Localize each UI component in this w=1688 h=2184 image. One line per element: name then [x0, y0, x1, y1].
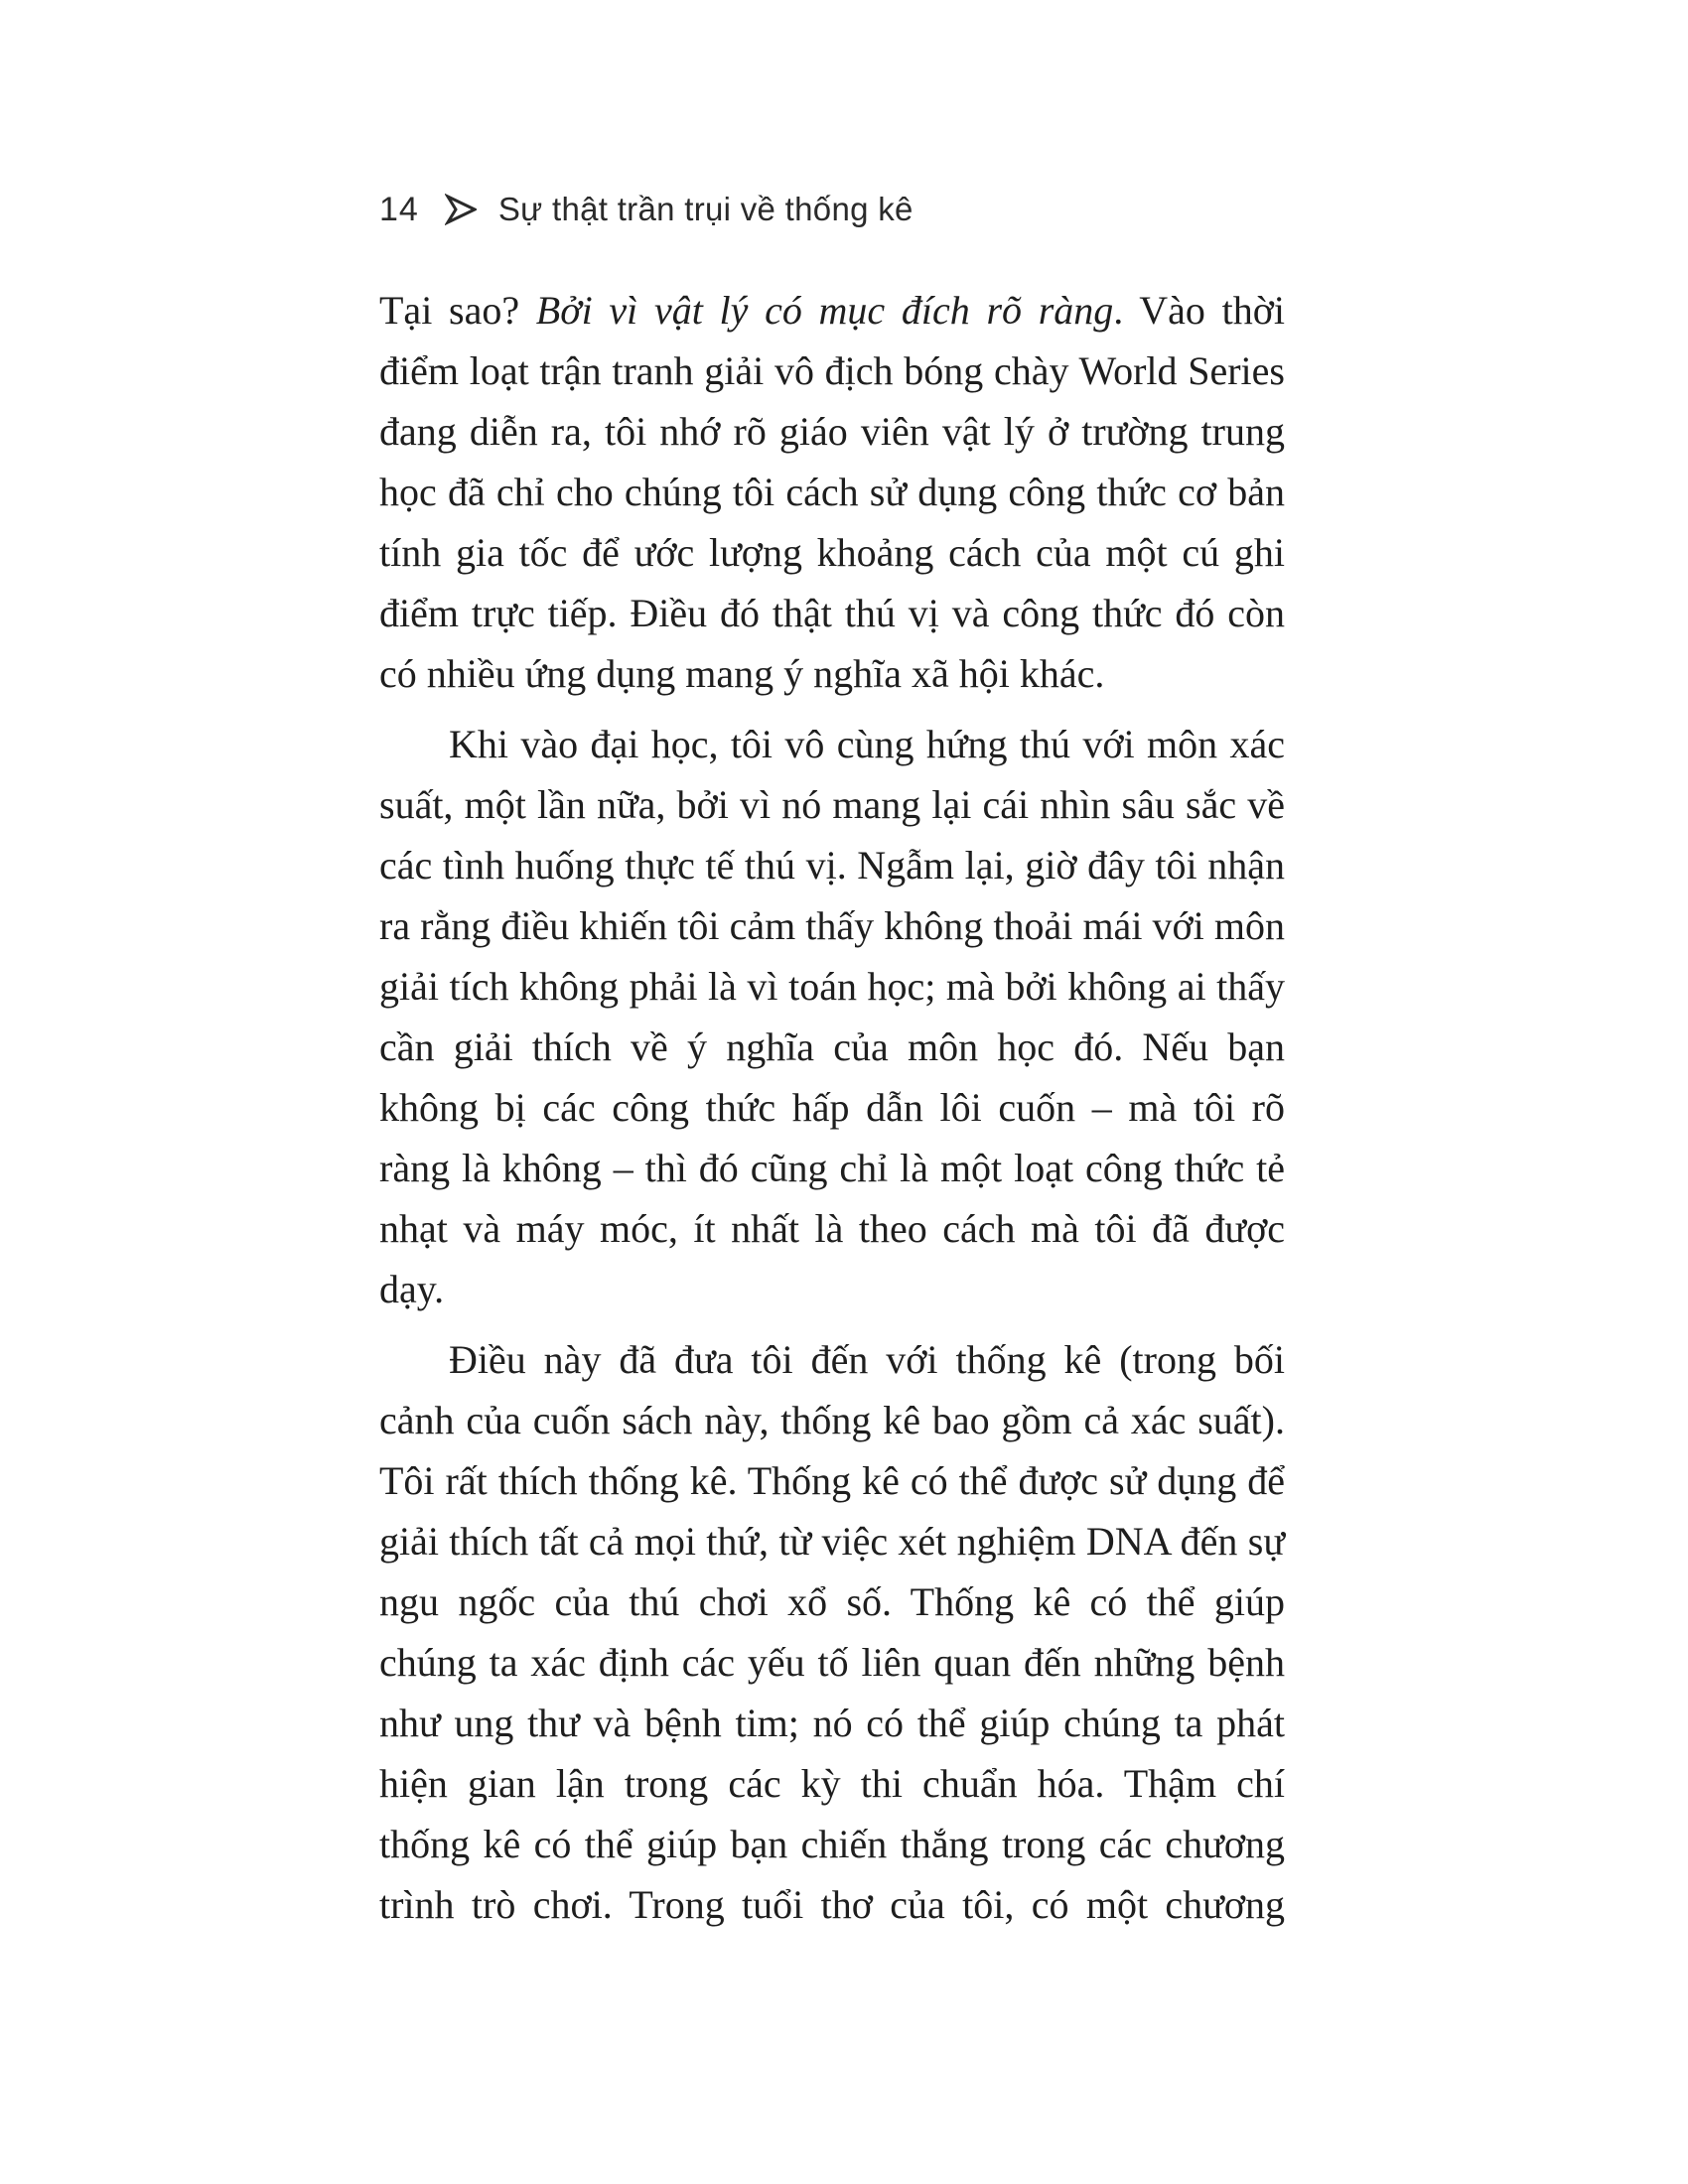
- running-head: [379, 185, 914, 234]
- body-text: [379, 280, 1285, 1935]
- paragraph-1: [379, 280, 1285, 704]
- paragraph-1-rest: . Vào thời điểm loạt trận tranh giải vô địch bóng chày World Series đang diễn ra, tôi nhớ rõ giáo viên vật lý ở trường trung học đã chỉ cho chúng tôi cách sử dụng công thức cơ bản tính gia tốc để ước lượng khoảng cách của một cú ghi điểm trực tiếp. Điều đó thật thú vị và công thức đó còn có nhiều ứng dụng mang ý nghĩa xã hội khác.: [379, 288, 1285, 696]
- paragraph-1-italic: Bởi vì vật lý có mục đích rõ ràng: [535, 288, 1114, 333]
- right-arrow-icon: [445, 194, 477, 225]
- paragraph-1-lead: Tại sao?: [379, 288, 536, 333]
- paragraph-2: Khi vào đại học, tôi vô cùng hứng thú với môn xác suất, một lần nữa, bởi vì nó mang lại cái nhìn sâu sắc về các tình huống thực tế thú vị. Ngẫm lại, giờ đây tôi nhận ra rằng điều khiến tôi cảm thấy không thoải mái với môn giải tích không phải là vì toán học; mà bởi không ai thấy cần giải thích về ý nghĩa của môn học đó. Nếu bạn không bị các công thức hấp dẫn lôi cuốn – mà tôi rõ ràng là không – thì đó cũng chỉ là một loạt công thức tẻ nhạt và máy móc, ít nhất là theo cách mà tôi đã được dạy.: [379, 722, 1285, 1311]
- paragraph-3: Điều này đã đưa tôi đến với thống kê (trong bối cảnh của cuốn sách này, thống kê bao gồm cả xác suất). Tôi rất thích thống kê. Thống kê có thể được sử dụng để giải thích tất cả mọi thứ, từ việc xét nghiệm DNA đến sự ngu ngốc của thú chơi xổ số. Thống kê có thể giúp chúng ta xác định các yếu tố liên quan đến những bệnh như ung thư và bệnh tim; nó có thể giúp chúng ta phát hiện gian lận trong các kỳ thi chuẩn hóa. Thậm chí thống kê có thể giúp bạn chiến thắng trong các chương trình trò chơi. Trong tuổi thơ của tôi, có một chương: [379, 1337, 1285, 1927]
- page-number: 14: [379, 190, 419, 228]
- running-title: Sự thật trần trụi về thống kê: [497, 191, 914, 227]
